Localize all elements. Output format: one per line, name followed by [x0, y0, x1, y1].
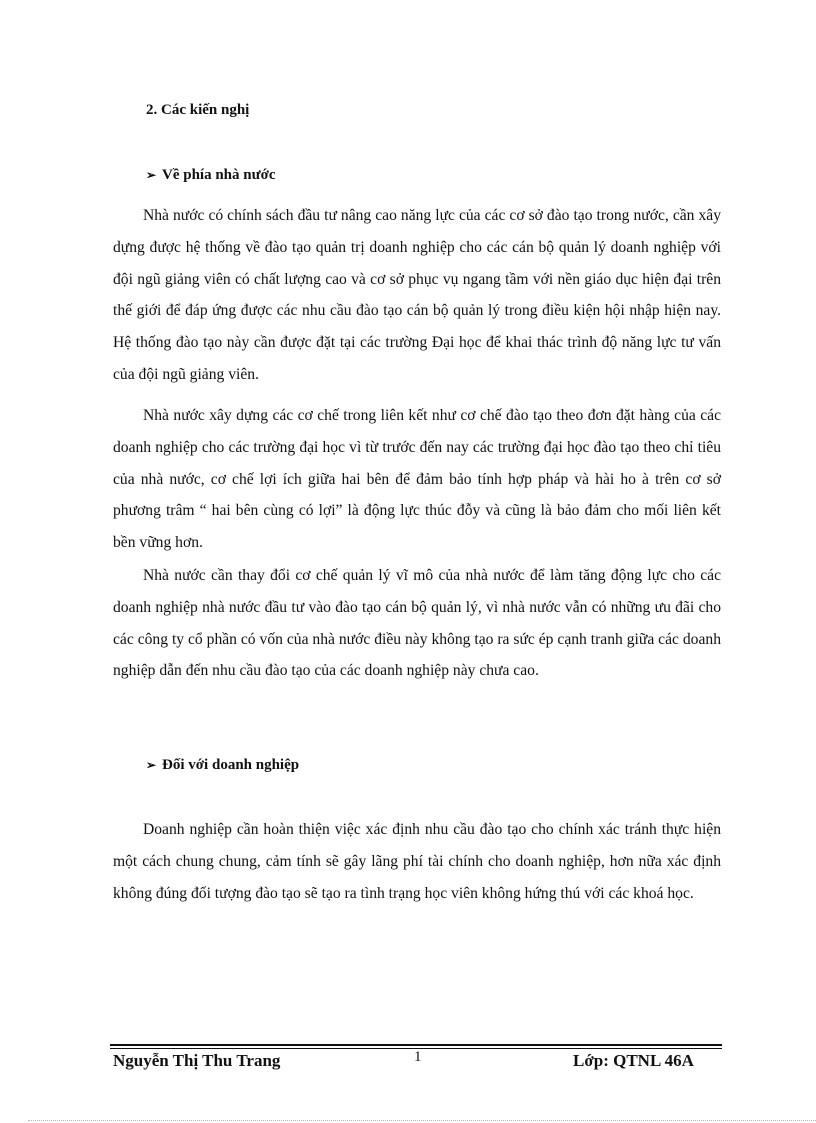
section-title: 2. Các kiến nghị — [146, 102, 250, 118]
subsection-heading-state — [146, 165, 276, 185]
subsection-heading-enterprise — [146, 755, 299, 775]
subsection-title: Về phía nhà nước — [162, 167, 276, 183]
paragraph: Doanh nghiệp cần hoàn thiện việc xác định nhu cầu đào tạo cho chính xác tránh thực hiện một cách chung chung, cảm tính sẽ gây lãng phí tài chính cho doanh nghiệp, hơn nữa xác định không đúng đối tượng đào tạo sẽ tạo ra tình trạng học viên không hứng thú với các khoá học. — [113, 821, 721, 902]
arrow-bullet-icon: ➢ — [146, 168, 157, 182]
footer-class-label: Lớp: QTNL 46A — [573, 1051, 694, 1070]
footer-rule — [110, 1044, 722, 1046]
subsection-title: Đối với doanh nghiệp — [162, 757, 300, 773]
paragraph: Nhà nước cần thay đổi cơ chế quản lý vĩ mô của nhà nước để làm tăng động lực cho các doanh nghiệp nhà nước đầu tư vào đào tạo cán bộ quản lý, vì nhà nước vẫn có những ưu đãi cho các công ty cổ phần có vốn của nhà nước điều này không tạo ra sức ép cạnh tranh giữa các doanh nghiệp dẫn đến nhu cầu đào tạo của các doanh nghiệp này chưa cao. — [113, 567, 721, 680]
paragraph: Nhà nước xây dựng các cơ chế trong liên kết như cơ chế đào tạo theo đơn đặt hàng của các doanh nghiệp cho các trường đại học vì từ trước đến nay các trường đại học đào tạo theo chỉ tiêu của nhà nước, cơ chế lợi ích giữa hai bên để đảm bảo tính hợp pháp và hài ho à trên cơ sở phương trâm “ hai bên cùng có lợi” là động lực thúc đỗy và cũng là bảo đảm cho mối liên kết bền vững hơn. — [113, 407, 721, 552]
footer-author: Nguyễn Thị Thu Trang — [113, 1051, 281, 1070]
arrow-bullet-icon: ➢ — [146, 758, 157, 772]
paragraph: Nhà nước có chính sách đầu tư nâng cao năng lực của các cơ sở đào tạo trong nước, cần xây dựng được hệ thống về đào tạo quản trị doanh nghiệp cho các cán bộ quản lý doanh nghiệp với đội ngũ giảng viên có chất lượng cao và cơ sở phục vụ ngang tầm với nền giáo dục hiện đại trên thế giới để đáp ứng được các nhu cầu đào tạo cán bộ quản lý trong điều kiện hội nhập hiện nay. Hệ thống đào tạo này cần được đặt tại các trường Đại học để khai thác trình độ năng lực tư vấn của đội ngũ giảng viên. — [113, 207, 721, 383]
footer-page-number: 1 — [414, 1049, 422, 1065]
page-edge-divider — [28, 1120, 816, 1121]
